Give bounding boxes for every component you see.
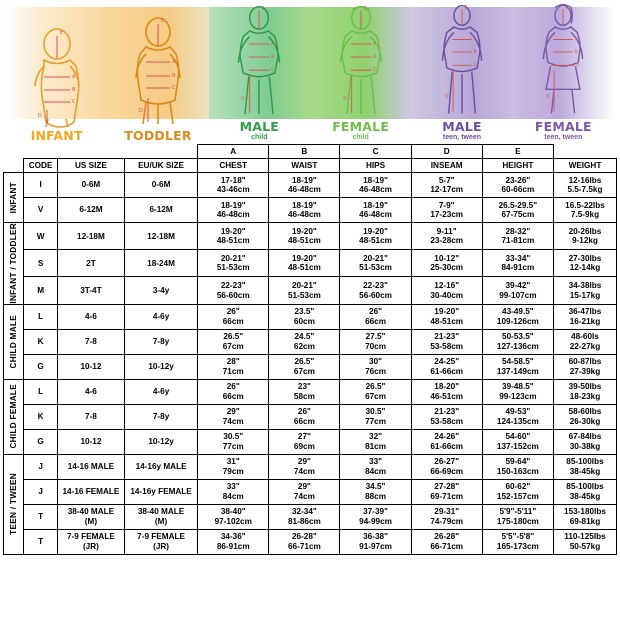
- cell-inseam: 21-23" 53-58cm: [411, 404, 482, 429]
- cell-height: 54-58.5" 137-149cm: [482, 354, 553, 379]
- group-label-teen-tween: TEEN / TWEEN: [4, 454, 24, 554]
- cell-eu-uk-size: 7-8y: [124, 329, 197, 354]
- cell-code: T: [24, 504, 58, 529]
- cell-weight: 58-60lbs 26-30kg: [553, 404, 616, 429]
- cell-code: J: [24, 479, 58, 504]
- svg-text:E: E: [565, 5, 569, 11]
- figure-strip: [0, 0, 620, 143]
- table-row: [4, 173, 617, 198]
- svg-text:A: A: [171, 58, 176, 65]
- teen-female-body-icon: [520, 3, 606, 121]
- cell-us-size: 14-16 MALE: [57, 454, 124, 479]
- cell-height: 60-62" 152-157cm: [482, 479, 553, 504]
- cell-weight: 27-30lbs 12-14kg: [553, 250, 616, 277]
- cell-hips: 20-21" 51-53cm: [340, 250, 411, 277]
- cell-us-size: 10-12: [57, 354, 124, 379]
- svg-text:A: A: [372, 41, 376, 47]
- cell-chest: 26" 66cm: [198, 379, 269, 404]
- cell-eu-uk-size: 3-4y: [124, 277, 197, 304]
- svg-text:E: E: [262, 6, 266, 12]
- cell-hips: 30" 76cm: [340, 354, 411, 379]
- group-label-infant: INFANT: [4, 173, 24, 223]
- table-row: [4, 479, 617, 504]
- svg-text:D: D: [546, 94, 550, 100]
- cell-inseam: 18-20" 46-51cm: [411, 379, 482, 404]
- svg-text:C: C: [473, 63, 477, 69]
- cell-chest: 29" 74cm: [198, 404, 269, 429]
- cell-eu-uk-size: 18-24M: [124, 250, 197, 277]
- cell-weight: 16.5-22lbs 7.5-9kg: [553, 198, 616, 223]
- cell-chest: 26.5" 67cm: [198, 329, 269, 354]
- cell-hips: 37-39" 94-99cm: [340, 504, 411, 529]
- cell-hips: 26" 66cm: [340, 304, 411, 329]
- table-row: [4, 250, 617, 277]
- cell-weight: 60-87lbs 27-39kg: [553, 354, 616, 379]
- cell-waist: 18-19" 46-48cm: [269, 173, 340, 198]
- cell-code: L: [24, 304, 58, 329]
- figure-label-toddler: TODDLER: [124, 127, 192, 143]
- cell-weight: 34-38lbs 15-17kg: [553, 277, 616, 304]
- cell-eu-uk-size: 14-16y MALE: [124, 454, 197, 479]
- svg-text:D: D: [342, 96, 347, 102]
- cell-waist: 26" 66cm: [269, 404, 340, 429]
- figure-label-teen-female: FEMALE: [534, 118, 592, 134]
- figure-label-child-male: MALE: [239, 118, 280, 134]
- header-chest: CHEST: [198, 159, 269, 173]
- cell-hips: 34.5" 88cm: [340, 479, 411, 504]
- header-inseam: INSEAM: [411, 159, 482, 173]
- cell-weight: 48-60ls 22-27kg: [553, 329, 616, 354]
- cell-height: 5'5"-5'8" 165-173cm: [482, 529, 553, 554]
- group-label-child-female: CHILD FEMALE: [4, 379, 24, 454]
- cell-eu-uk-size: 10-12y: [124, 429, 197, 454]
- table-row: [4, 304, 617, 329]
- cell-code: K: [24, 329, 58, 354]
- cell-inseam: 12-16" 30-40cm: [411, 277, 482, 304]
- cell-waist: 29" 74cm: [269, 454, 340, 479]
- cell-inseam: 29-31" 74-79cm: [411, 504, 482, 529]
- svg-text:C: C: [576, 63, 580, 69]
- cell-us-size: 10-12: [57, 429, 124, 454]
- header-eu-uk-size: EU/UK SIZE: [124, 159, 197, 173]
- cell-height: 33-34" 84-91cm: [482, 250, 553, 277]
- table-row: [4, 198, 617, 223]
- cell-hips: 18-19" 46-48cm: [340, 198, 411, 223]
- svg-text:B: B: [473, 49, 477, 55]
- svg-text:B: B: [71, 86, 76, 93]
- cell-eu-uk-size: 7-8y: [124, 404, 197, 429]
- header-weight: WEIGHT: [553, 159, 616, 173]
- cell-us-size: 38-40 MALE (M): [57, 504, 124, 529]
- cell-inseam: 10-12" 25-30cm: [411, 250, 482, 277]
- cell-height: 39-42" 99-107cm: [482, 277, 553, 304]
- cell-us-size: 7-8: [57, 404, 124, 429]
- cell-us-size: 7-9 FEMALE (JR): [57, 529, 124, 554]
- cell-weight: 20-26lbs 9-12kg: [553, 223, 616, 250]
- cell-waist: 32-34" 81-86cm: [269, 504, 340, 529]
- svg-text:C: C: [71, 98, 76, 105]
- cell-waist: 19-20" 48-51cm: [269, 250, 340, 277]
- cell-waist: 29" 74cm: [269, 479, 340, 504]
- svg-text:B: B: [271, 55, 275, 61]
- table-row: [4, 354, 617, 379]
- cell-eu-uk-size: 6-12M: [124, 198, 197, 223]
- cell-chest: 38-40" 97-102cm: [198, 504, 269, 529]
- cell-code: S: [24, 250, 58, 277]
- cell-eu-uk-size: 38-40 MALE (M): [124, 504, 197, 529]
- cell-hips: 32" 81cm: [340, 429, 411, 454]
- figure-child-female: [310, 3, 411, 143]
- header-waist: WAIST: [269, 159, 340, 173]
- size-chart-body: [4, 145, 617, 555]
- cell-chest: 20-21" 51-53cm: [198, 250, 269, 277]
- cell-eu-uk-size: 7-9 FEMALE (JR): [124, 529, 197, 554]
- cell-hips: 36-38" 91-97cm: [340, 529, 411, 554]
- cell-chest: 17-18" 43-46cm: [198, 173, 269, 198]
- spacer: [4, 145, 24, 159]
- cell-eu-uk-size: 4-6y: [124, 379, 197, 404]
- svg-text:A: A: [271, 41, 275, 47]
- letter-header-d: D: [411, 145, 482, 159]
- group-label-child-male: CHILD MALE: [4, 304, 24, 379]
- cell-height: 5'9"-5'11" 175-180cm: [482, 504, 553, 529]
- cell-height: 28-32" 71-81cm: [482, 223, 553, 250]
- letter-header-c: C: [340, 145, 411, 159]
- cell-eu-uk-size: 14-16y FEMALE: [124, 479, 197, 504]
- cell-waist: 19-20" 48-51cm: [269, 223, 340, 250]
- cell-inseam: 5-7" 12-17cm: [411, 173, 482, 198]
- cell-us-size: 14-16 FEMALE: [57, 479, 124, 504]
- cell-weight: 110-125lbs 50-57kg: [553, 529, 616, 554]
- cell-height: 23-26" 60-66cm: [482, 173, 553, 198]
- cell-chest: 34-36" 86-91cm: [198, 529, 269, 554]
- svg-text:A: A: [574, 37, 578, 43]
- cell-height: 26.5-29.5" 67-75cm: [482, 198, 553, 223]
- cell-hips: 26.5" 67cm: [340, 379, 411, 404]
- cell-waist: 26-28" 66-71cm: [269, 529, 340, 554]
- figure-sub-teen-female: teen, tween: [544, 134, 583, 141]
- cell-waist: 18-19" 46-48cm: [269, 198, 340, 223]
- cell-waist: 20-21" 51-53cm: [269, 277, 340, 304]
- cell-hips: 30.5" 77cm: [340, 404, 411, 429]
- cell-us-size: 2T: [57, 250, 124, 277]
- figure-toddler: [107, 3, 208, 143]
- cell-inseam: 9-11" 23-28cm: [411, 223, 482, 250]
- child-female-body-icon: [318, 3, 404, 121]
- cell-weight: 12-16lbs 5.5-7.5kg: [553, 173, 616, 198]
- cell-waist: 24.5" 62cm: [269, 329, 340, 354]
- cell-hips: 22-23" 56-60cm: [340, 277, 411, 304]
- cell-inseam: 26-27" 66-69cm: [411, 454, 482, 479]
- svg-text:E: E: [464, 5, 468, 11]
- cell-code: L: [24, 379, 58, 404]
- group-label-infant-toddler: INFANT / TODDLER: [4, 223, 24, 305]
- table-row: [4, 404, 617, 429]
- cell-eu-uk-size: 12-18M: [124, 223, 197, 250]
- column-header-row: [4, 159, 617, 173]
- letter-header-row: [4, 145, 617, 159]
- table-row: [4, 379, 617, 404]
- child-male-body-icon: [216, 3, 302, 121]
- cell-weight: 36-47lbs 16-21kg: [553, 304, 616, 329]
- cell-height: 39-48.5" 99-123cm: [482, 379, 553, 404]
- cell-height: 54-60" 137-152cm: [482, 429, 553, 454]
- cell-us-size: 3T-4T: [57, 277, 124, 304]
- cell-weight: 153-180lbs 69-81kg: [553, 504, 616, 529]
- svg-text:E: E: [160, 17, 165, 24]
- svg-text:B: B: [574, 49, 578, 55]
- cell-waist: 26.5" 67cm: [269, 354, 340, 379]
- header-hips: HIPS: [340, 159, 411, 173]
- cell-height: 59-64" 150-163cm: [482, 454, 553, 479]
- table-row: [4, 329, 617, 354]
- cell-inseam: 24-26" 61-66cm: [411, 429, 482, 454]
- cell-chest: 22-23" 56-60cm: [198, 277, 269, 304]
- cell-eu-uk-size: 10-12y: [124, 354, 197, 379]
- cell-height: 43-49.5" 109-126cm: [482, 304, 553, 329]
- cell-height: 49-53" 124-135cm: [482, 404, 553, 429]
- cell-chest: 26" 66cm: [198, 304, 269, 329]
- svg-text:B: B: [171, 72, 176, 79]
- svg-text:B: B: [372, 55, 376, 61]
- size-chart-table: [3, 144, 617, 555]
- cell-code: J: [24, 454, 58, 479]
- cell-weight: 85-100lbs 38-45kg: [553, 479, 616, 504]
- table-row: [4, 429, 617, 454]
- figure-label-teen-male: MALE: [442, 118, 482, 134]
- svg-text:C: C: [271, 68, 275, 74]
- cell-chest: 30.5" 77cm: [198, 429, 269, 454]
- cell-us-size: 7-8: [57, 329, 124, 354]
- svg-text:C: C: [372, 68, 377, 74]
- cell-us-size: 12-18M: [57, 223, 124, 250]
- figure-teen-male: [411, 3, 512, 143]
- cell-code: W: [24, 223, 58, 250]
- cell-weight: 67-84lbs 30-38kg: [553, 429, 616, 454]
- svg-text:E: E: [363, 6, 367, 12]
- cell-us-size: 4-6: [57, 379, 124, 404]
- cell-hips: 18-19" 46-48cm: [340, 173, 411, 198]
- cell-hips: 33" 84cm: [340, 454, 411, 479]
- cell-inseam: 24-25" 61-66cm: [411, 354, 482, 379]
- letter-header-b: B: [269, 145, 340, 159]
- header-height: HEIGHT: [482, 159, 553, 173]
- cell-chest: 31" 79cm: [198, 454, 269, 479]
- cell-inseam: 7-9" 17-23cm: [411, 198, 482, 223]
- cell-chest: 33" 84cm: [198, 479, 269, 504]
- svg-text:D: D: [445, 94, 449, 100]
- cell-inseam: 19-20" 48-51cm: [411, 304, 482, 329]
- group-header: [4, 159, 24, 173]
- figure-sub-child-female: child: [352, 134, 369, 141]
- cell-hips: 19-20" 48-51cm: [340, 223, 411, 250]
- cell-code: T: [24, 529, 58, 554]
- header-code: CODE: [24, 159, 58, 173]
- svg-text:D: D: [37, 112, 42, 119]
- cell-inseam: 21-23" 53-58cm: [411, 329, 482, 354]
- cell-us-size: 0-6M: [57, 173, 124, 198]
- letter-header-a: A: [198, 145, 269, 159]
- figure-label-infant: INFANT: [30, 127, 83, 143]
- figure-label-child-female: FEMALE: [332, 118, 390, 134]
- spacer: [553, 145, 616, 159]
- cell-waist: 23" 58cm: [269, 379, 340, 404]
- cell-us-size: 6-12M: [57, 198, 124, 223]
- cell-eu-uk-size: 4-6y: [124, 304, 197, 329]
- infant-body-icon: [14, 22, 100, 130]
- letter-header-e: E: [482, 145, 553, 159]
- figure-teen-female: [513, 3, 614, 143]
- table-row: [4, 454, 617, 479]
- teen-male-body-icon: [419, 3, 505, 121]
- figure-child-male: [209, 3, 310, 143]
- cell-hips: 27.5" 70cm: [340, 329, 411, 354]
- svg-text:E: E: [59, 29, 63, 36]
- cell-code: G: [24, 429, 58, 454]
- cell-code: K: [24, 404, 58, 429]
- figure-sub-teen-male: teen, tween: [442, 134, 482, 141]
- table-row: [4, 223, 617, 250]
- cell-waist: 23.5" 60cm: [269, 304, 340, 329]
- cell-inseam: 27-28" 69-71cm: [411, 479, 482, 504]
- spacer: [24, 145, 58, 159]
- toddler-body-icon: [115, 12, 201, 130]
- cell-us-size: 4-6: [57, 304, 124, 329]
- svg-text:D: D: [241, 96, 246, 102]
- cell-height: 50-53.5" 127-136cm: [482, 329, 553, 354]
- svg-text:C: C: [171, 84, 176, 91]
- spacer: [124, 145, 197, 159]
- cell-weight: 85-100lbs 38-45kg: [553, 454, 616, 479]
- cell-eu-uk-size: 0-6M: [124, 173, 197, 198]
- table-row: [4, 529, 617, 554]
- cell-chest: 28" 71cm: [198, 354, 269, 379]
- cell-inseam: 26-28" 66-71cm: [411, 529, 482, 554]
- spacer: [57, 145, 124, 159]
- cell-code: V: [24, 198, 58, 223]
- figure-sub-child-male: child: [251, 134, 268, 141]
- svg-text:A: A: [71, 73, 76, 80]
- svg-text:A: A: [473, 37, 477, 43]
- table-row: [4, 504, 617, 529]
- cell-code: M: [24, 277, 58, 304]
- cell-chest: 19-20" 48-51cm: [198, 223, 269, 250]
- figure-infant: [6, 3, 107, 143]
- svg-text:D: D: [138, 107, 143, 114]
- cell-weight: 39-50lbs 18-23kg: [553, 379, 616, 404]
- cell-waist: 27" 69cm: [269, 429, 340, 454]
- table-row: [4, 277, 617, 304]
- cell-code: G: [24, 354, 58, 379]
- cell-code: I: [24, 173, 58, 198]
- header-us-size: US SIZE: [57, 159, 124, 173]
- cell-chest: 18-19" 46-48cm: [198, 198, 269, 223]
